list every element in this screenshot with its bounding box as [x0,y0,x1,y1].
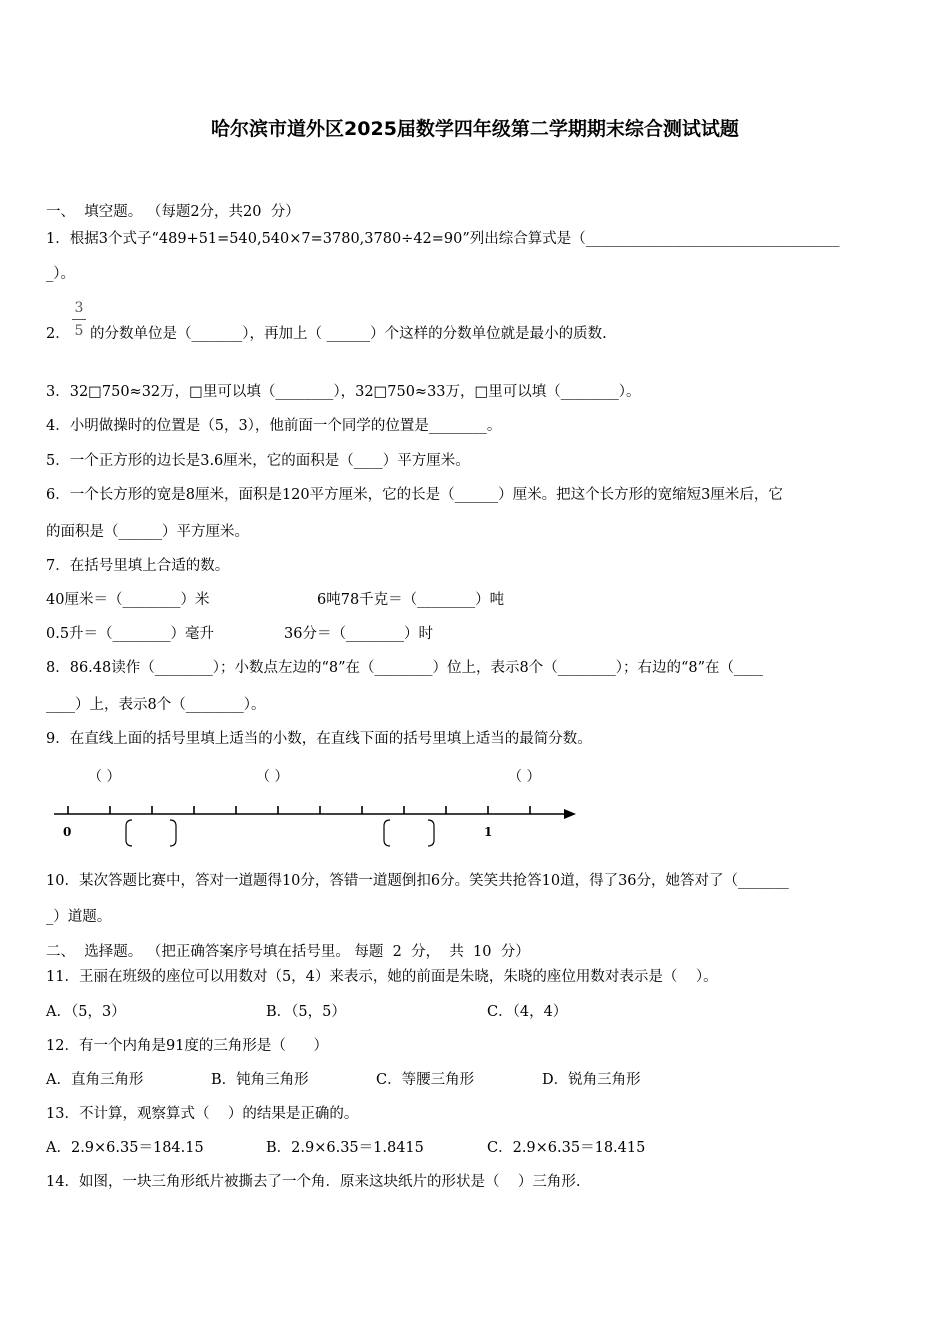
q1-line1: 1．根据3个式子“489+51=540,540×7=3780,3780÷42=90”列出综合算式是（___________________________________ [46,231,840,247]
q7-stem: 7．在括号里填上合适的数。 [46,558,230,574]
q2-number: 2． [46,326,70,342]
q13-option-b: B．2.9×6.35＝1.8415 [266,1140,424,1156]
q12-stem: 12．有一个内角是91度的三角形是（ ） [46,1038,329,1054]
q3: 3．32□750≈32万，□里可以填（________），32□750≈33万，□里可以填（________）。 [46,384,641,400]
q6-line2: 的面积是（______）平方厘米。 [46,524,249,540]
q12-option-c: C．等腰三角形 [376,1072,475,1088]
q7-item-d: 36分＝（________）时 [284,626,433,642]
label-zero: 0 [63,825,72,839]
q2-text: 的分数单位是（_______），再加上（ ______）个这样的分数单位就是最小的质数. [90,326,607,342]
upper-paren-1: （ ） [88,769,121,785]
q5: 5．一个正方形的边长是3.6厘米，它的面积是（____）平方厘米。 [46,453,470,469]
q13-option-a: A．2.9×6.35＝184.15 [46,1140,204,1156]
tick-marks [68,806,530,814]
section-1-header: 一、 填空题。 （每题2分，共20 分） [46,204,300,220]
upper-paren-2: （ ） [256,769,289,785]
number-line-figure [40,762,600,852]
label-one: 1 [484,825,493,839]
q1-line2: _）。 [46,266,75,282]
q6-line1: 6．一个长方形的宽是8厘米，面积是120平方厘米，它的长是（______）厘米。把这个长方形的宽缩短3厘米后，它 [46,487,783,503]
q11-stem: 11．王丽在班级的座位可以用数对（5，4）来表示，她的前面是朱晓，朱晓的座位用数对表示是（ ）。 [46,969,718,985]
page-title: 哈尔滨市道外区2025届数学四年级第二学期期末综合测试试题 [211,118,739,140]
q10-line2: _）道题。 [46,909,112,925]
upper-paren-3: （ ） [508,769,541,785]
section-2-header: 二、 选择题。 （把正确答案序号填在括号里。 每题 2 分， 共 10 分） [46,944,530,960]
q4: 4．小明做操时的位置是（5，3），他前面一个同学的位置是________。 [46,418,502,434]
q10-line1: 10．某次答题比赛中，答对一道题得10分，答错一道题倒扣6分。笑笑共抢答10道，得了36分，她答对了（_______ [46,873,789,889]
q8-line2: ____）上，表示8个（________）。 [46,697,266,713]
fraction-numerator: 3 [74,300,84,316]
fraction-three-fifths [72,298,86,341]
q13-option-c: C．2.9×6.35＝18.415 [487,1140,646,1156]
q12-option-d: D．锐角三角形 [542,1072,641,1088]
arrow-head [564,809,576,819]
q12-option-b: B．钝角三角形 [211,1072,309,1088]
q7-item-c: 0.5升＝（________）毫升 [46,626,215,642]
fraction-denominator: 5 [74,323,84,339]
q14-stem: 14．如图，一块三角形纸片被撕去了一个角．原来这块纸片的形状是（ ）三角形. [46,1174,581,1190]
lower-bracket-2 [384,820,434,846]
q7-item-b: 6吨78千克＝（________）吨 [317,592,505,608]
q11-option-a: A．（5，3） [46,1004,126,1020]
fraction-bar [72,319,86,320]
q8-line1: 8．86.48读作（________）；小数点左边的“8”在（________）位上，表示8个（________）；右边的“8”在（____ [46,660,764,676]
lower-bracket-1 [126,820,176,846]
q9-stem: 9．在直线上面的括号里填上适当的小数，在直线下面的括号里填上适当的最简分数。 [46,731,592,747]
q11-option-c: C．（4，4） [487,1004,568,1020]
q12-option-a: A．直角三角形 [46,1072,144,1088]
q13-stem: 13．不计算，观察算式（ ）的结果是正确的。 [46,1106,359,1122]
q7-item-a: 40厘米＝（________）米 [46,592,210,608]
q11-option-b: B．（5，5） [266,1004,346,1020]
